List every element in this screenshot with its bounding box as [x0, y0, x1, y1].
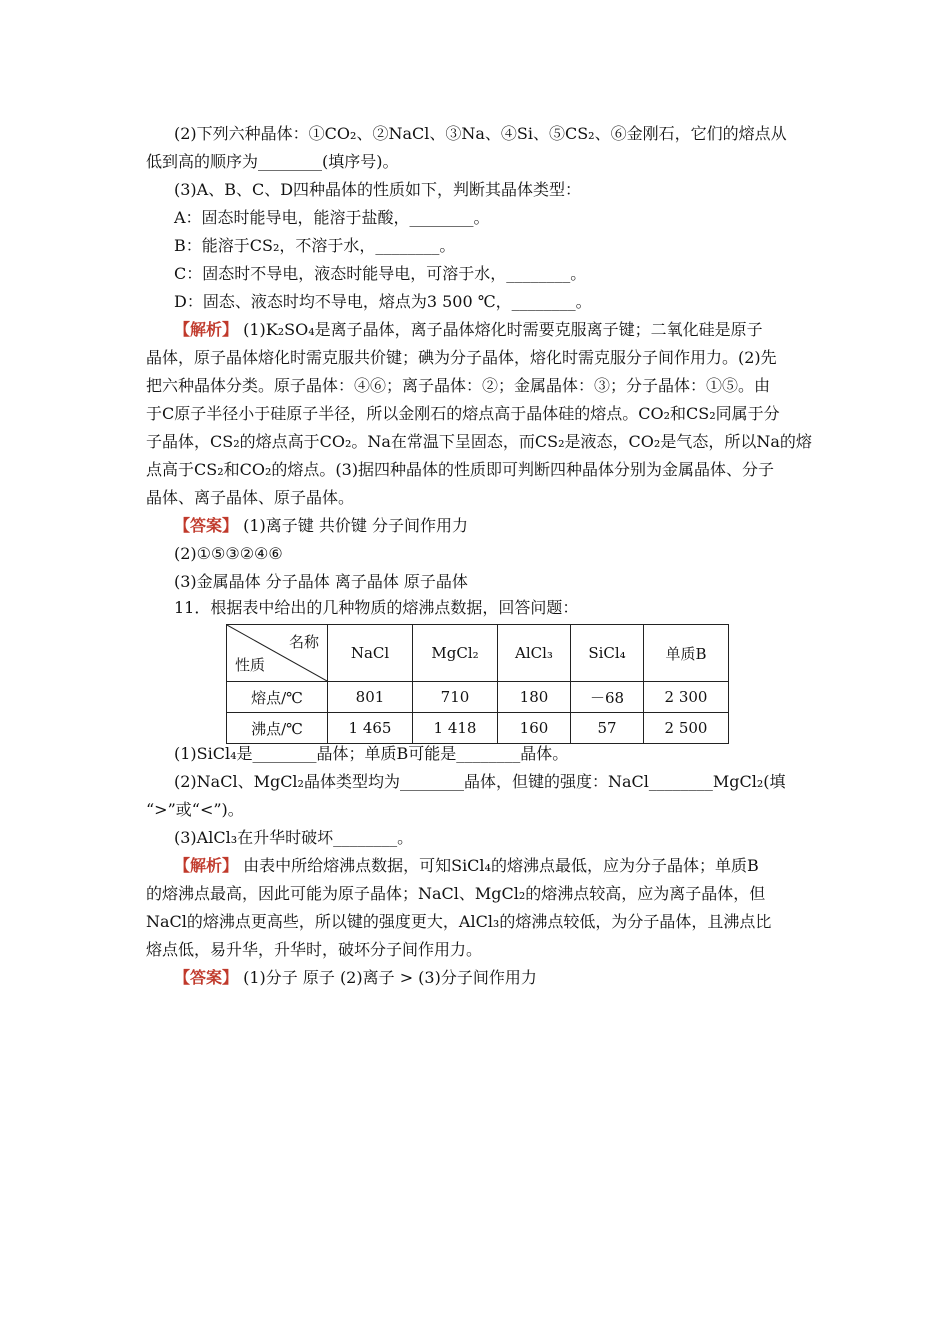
- q10-option-c: C：固态时不导电，液态时能导电，可溶于水，________。: [174, 264, 587, 283]
- table-header-row: [227, 625, 729, 682]
- table-column-header: MgCl₂: [413, 625, 498, 682]
- q10-part2-line2: 低到高的顺序为________(填序号)。: [146, 152, 399, 171]
- table-column-header: NaCl: [328, 625, 413, 682]
- analysis10-line2: 晶体，原子晶体熔化时需克服共价键；碘为分子晶体，熔化时需克服分子间作用力。(2)先: [146, 348, 777, 367]
- analysis11-line3: NaCl的熔沸点更高些，所以键的强度更大，AlCl₃的熔沸点较低，为分子晶体，且沸点比: [146, 912, 772, 931]
- q10-option-d: D：固态、液态时均不导电，熔点为3 500 ℃，________。: [174, 292, 592, 311]
- corner-bottom-label: 性质: [235, 656, 266, 674]
- answer10-line3: (3)金属晶体 分子晶体 离子晶体 原子晶体: [174, 572, 468, 591]
- q10-option-a: A：固态时能导电，能溶于盐酸，________。: [174, 208, 490, 227]
- analysis10-line5: 子晶体，CS₂的熔点高于CO₂。Na在常温下呈固态，而CS₂是液态，CO₂是气态，所以Na的熔: [146, 432, 812, 451]
- q11-part3: (3)AlCl₃在升华时破坏________。: [174, 828, 414, 847]
- analysis10-line7: 晶体、离子晶体、原子晶体。: [146, 488, 355, 507]
- table-corner-cell: [227, 625, 328, 682]
- table-cell: 710: [413, 682, 498, 713]
- analysis10-text1: (1)K₂SO₄是离子晶体，离子晶体熔化时需要克服离子键；二氧化硅是原子: [238, 320, 763, 339]
- answer10-line1: [174, 514, 468, 538]
- q10-part3: (3)A、B、C、D四种晶体的性质如下，判断其晶体类型：: [174, 180, 582, 199]
- analysis-tag: 【解析】: [174, 320, 239, 339]
- q11-part2-line1: (2)NaCl、MgCl₂晶体类型均为________晶体，但键的强度：NaCl________MgCl₂(填: [174, 772, 786, 791]
- q10-option-b: B：能溶于CS₂，不溶于水，________。: [174, 236, 456, 255]
- analysis11-line1: [174, 854, 759, 878]
- answer11-line1: [174, 966, 537, 990]
- table-row-label: 熔点/℃: [227, 682, 328, 713]
- analysis10-line4: 于C原子半径小于硅原子半径，所以金刚石的熔点高于晶体硅的熔点。CO₂和CS₂同属于分: [146, 404, 780, 423]
- answer10-text1: (1)离子键 共价键 分子间作用力: [238, 516, 468, 535]
- table-column-header: SiCl₄: [571, 625, 644, 682]
- table-cell: 2 500: [644, 713, 729, 744]
- analysis11-text1: 由表中所给熔沸点数据，可知SiCl₄的熔沸点最低，应为分子晶体；单质B: [238, 856, 759, 875]
- analysis11-line2: 的熔沸点最高，因此可能为原子晶体；NaCl、MgCl₂的熔沸点较高，应为离子晶体，但: [146, 884, 766, 903]
- table-row: [227, 682, 729, 713]
- answer-tag: 【答案】: [174, 516, 239, 535]
- table-column-header: AlCl₃: [498, 625, 571, 682]
- corner-top-label: 名称: [288, 633, 319, 651]
- table-cell: 180: [498, 682, 571, 713]
- analysis11-line4: 熔点低，易升华，升华时，破坏分子间作用力。: [146, 940, 483, 959]
- answer11-text1: (1)分子 原子 (2)离子 > (3)分子间作用力: [238, 968, 537, 987]
- analysis10-line3: 把六种晶体分类。原子晶体：④⑥；离子晶体：②；金属晶体：③；分子晶体：①⑤。由: [146, 376, 771, 395]
- q11-stem: 11．根据表中给出的几种物质的熔沸点数据，回答问题：: [174, 598, 579, 617]
- q11-part1: (1)SiCl₄是________晶体；单质B可能是________晶体。: [174, 744, 569, 763]
- analysis10-line6: 点高于CS₂和CO₂的熔点。(3)据四种晶体的性质即可判断四种晶体分别为金属晶体、分子: [146, 460, 775, 479]
- table-cell: －68: [571, 682, 644, 713]
- table-cell: 160: [498, 713, 571, 744]
- answer-tag: 【答案】: [174, 968, 239, 987]
- table-cell: 801: [328, 682, 413, 713]
- table-column-header: 单质B: [644, 625, 729, 682]
- analysis10-line1: [174, 318, 763, 342]
- table-cell: 57: [571, 713, 644, 744]
- q11-part2-line2: “>”或“<”)。: [146, 800, 244, 819]
- q10-part2-line1: (2)下列六种晶体：①CO₂、②NaCl、③Na、④Si、⑤CS₂、⑥金刚石，它们的熔点从: [174, 124, 787, 143]
- answer10-line2: (2)①⑤③②④⑥: [174, 544, 283, 563]
- table-row-label: 沸点/℃: [227, 713, 328, 744]
- table-cell: 1 465: [328, 713, 413, 744]
- analysis-tag: 【解析】: [174, 856, 239, 875]
- properties-table: [226, 624, 729, 744]
- table-cell: 1 418: [413, 713, 498, 744]
- table-row: [227, 713, 729, 744]
- table-cell: 2 300: [644, 682, 729, 713]
